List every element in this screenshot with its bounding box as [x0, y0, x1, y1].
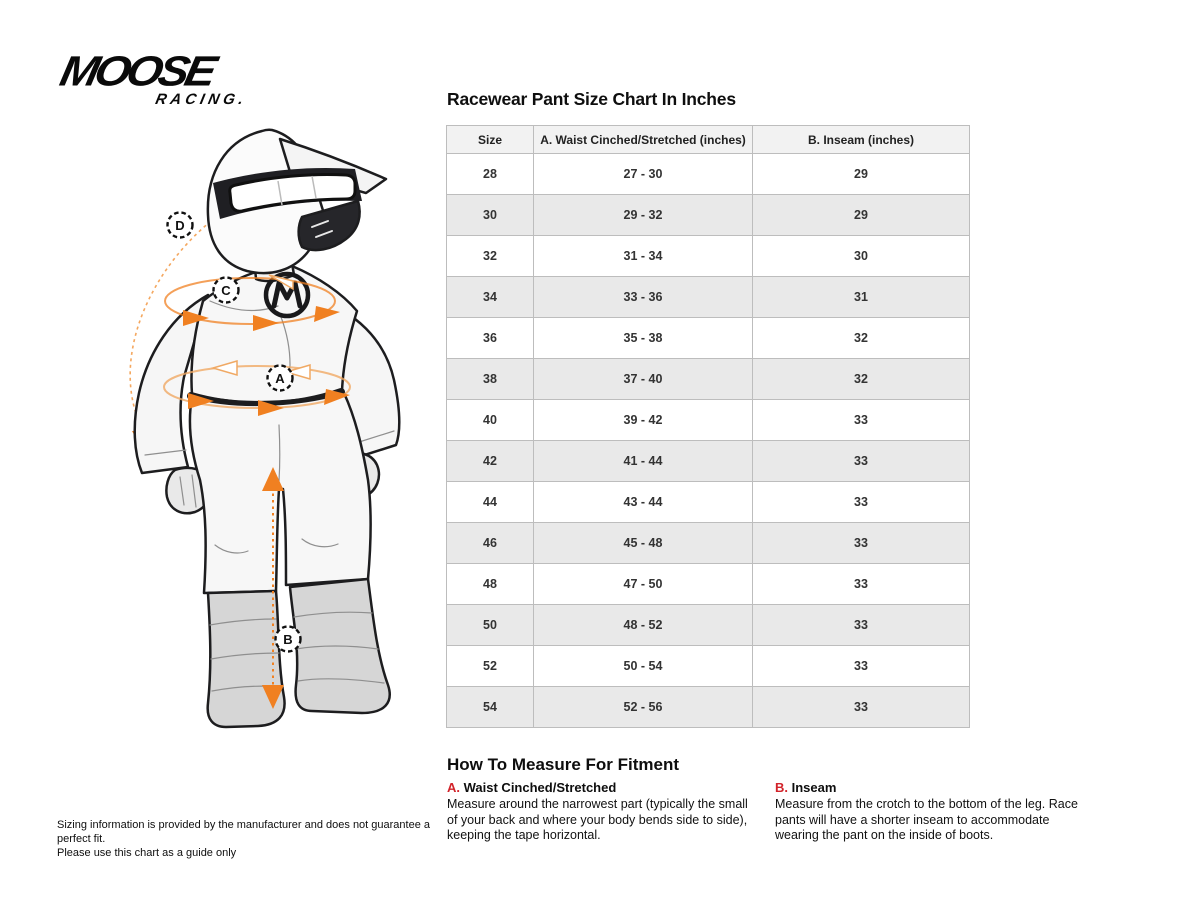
inseam-cell: 33	[753, 687, 970, 728]
waist-cell: 31 - 34	[534, 236, 753, 277]
svg-text:D: D	[175, 218, 185, 233]
inseam-cell: 29	[753, 154, 970, 195]
waist-cell: 27 - 30	[534, 154, 753, 195]
inseam-cell: 30	[753, 236, 970, 277]
table-row	[447, 687, 970, 728]
measure-item-waist	[447, 780, 749, 844]
size-cell: 48	[447, 564, 534, 605]
moose-racing-logo	[57, 48, 247, 108]
size-cell: 54	[447, 687, 534, 728]
inseam-cell: 29	[753, 195, 970, 236]
measure-letter-a: A.	[447, 780, 460, 795]
inseam-cell: 31	[753, 277, 970, 318]
table-row	[447, 564, 970, 605]
table-header-row	[447, 126, 970, 154]
table-row	[447, 359, 970, 400]
size-cell: 44	[447, 482, 534, 523]
marker-d	[168, 213, 193, 238]
marker-b	[276, 627, 301, 652]
size-cell: 28	[447, 154, 534, 195]
size-cell: 38	[447, 359, 534, 400]
measure-item-inseam	[775, 780, 1087, 844]
disclaimer-line-1: Sizing information is provided by the manufacturer and does not guarantee a perfect fit.	[57, 819, 431, 845]
waist-cell: 50 - 54	[534, 646, 753, 687]
waist-cell: 43 - 44	[534, 482, 753, 523]
rider-measurement-illustration	[50, 125, 440, 745]
inseam-cell: 33	[753, 441, 970, 482]
inseam-cell: 33	[753, 605, 970, 646]
logo-wordmark-racing: RACING.	[153, 91, 249, 108]
table-row	[447, 523, 970, 564]
size-cell: 52	[447, 646, 534, 687]
table-row	[447, 646, 970, 687]
size-cell: 32	[447, 236, 534, 277]
size-cell: 40	[447, 400, 534, 441]
sizing-disclaimer	[57, 818, 447, 860]
table-row	[447, 236, 970, 277]
inseam-cell: 32	[753, 359, 970, 400]
table-row	[447, 605, 970, 646]
table-row	[447, 154, 970, 195]
waist-cell: 52 - 56	[534, 687, 753, 728]
waist-cell: 35 - 38	[534, 318, 753, 359]
waist-cell: 29 - 32	[534, 195, 753, 236]
measure-item-title	[447, 780, 749, 795]
svg-text:A: A	[275, 371, 285, 386]
marker-c	[214, 278, 239, 303]
size-cell: 34	[447, 277, 534, 318]
size-table	[446, 125, 970, 728]
size-cell: 36	[447, 318, 534, 359]
pants	[190, 393, 371, 593]
table-row	[447, 441, 970, 482]
size-cell: 42	[447, 441, 534, 482]
svg-text:B: B	[283, 632, 293, 647]
inseam-cell: 32	[753, 318, 970, 359]
size-table-container	[446, 125, 970, 728]
measure-text-waist: Measure around the narrowest part (typically the small of your back and where your body bends side to side), keeping the tape horizontal.	[447, 797, 748, 842]
measure-title-waist: Waist Cinched/Stretched	[463, 780, 617, 795]
inseam-cell: 33	[753, 564, 970, 605]
waist-cell: 33 - 36	[534, 277, 753, 318]
waist-cell: 37 - 40	[534, 359, 753, 400]
waist-cell: 39 - 42	[534, 400, 753, 441]
waist-cell: 47 - 50	[534, 564, 753, 605]
table-row	[447, 482, 970, 523]
measure-section-heading: How To Measure For Fitment	[447, 755, 680, 774]
measure-title-inseam: Inseam	[791, 780, 837, 795]
disclaimer-line-2: Please use this chart as a guide only	[57, 847, 237, 859]
column-header-size: Size	[447, 126, 534, 154]
measure-item-title	[775, 780, 1087, 795]
logo-wordmark-moose: MOOSE	[56, 46, 218, 95]
inseam-cell: 33	[753, 523, 970, 564]
inseam-cell: 33	[753, 646, 970, 687]
table-row	[447, 400, 970, 441]
inseam-cell: 33	[753, 400, 970, 441]
measure-letter-b: B.	[775, 780, 788, 795]
inseam-cell: 33	[753, 482, 970, 523]
waist-cell: 48 - 52	[534, 605, 753, 646]
size-cell: 50	[447, 605, 534, 646]
size-cell: 46	[447, 523, 534, 564]
waist-cell: 41 - 44	[534, 441, 753, 482]
measure-text-inseam: Measure from the crotch to the bottom of the leg. Race pants will have a shorter inseam to accommodate wearing the pant on the inside of boots.	[775, 797, 1078, 842]
table-row	[447, 277, 970, 318]
page-title: Racewear Pant Size Chart In Inches	[447, 89, 736, 109]
column-header-inseam: B. Inseam (inches)	[753, 126, 970, 154]
column-header-waist: A. Waist Cinched/Stretched (inches)	[534, 126, 753, 154]
svg-text:C: C	[221, 283, 231, 298]
table-row	[447, 195, 970, 236]
table-row	[447, 318, 970, 359]
size-cell: 30	[447, 195, 534, 236]
waist-cell: 45 - 48	[534, 523, 753, 564]
marker-a	[268, 366, 293, 391]
